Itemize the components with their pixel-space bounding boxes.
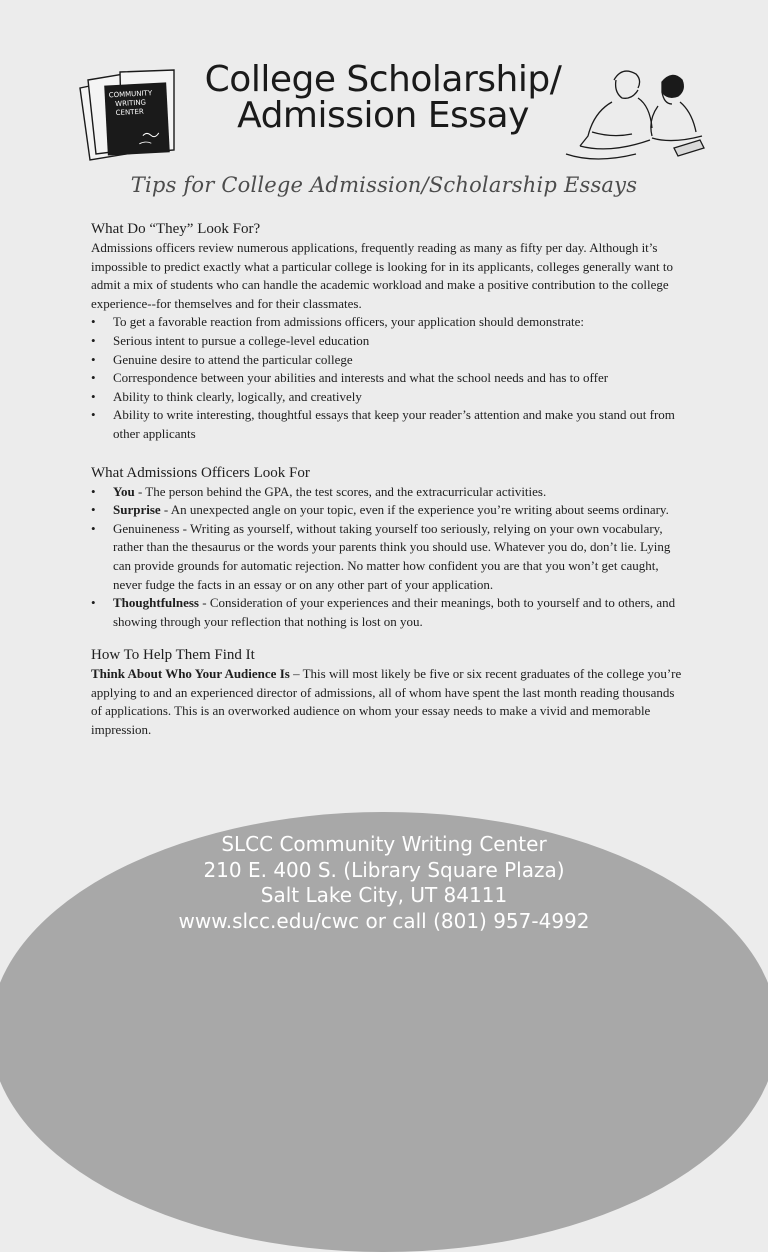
term-description: Genuineness - Writing as yourself, without taking yourself too seriously, relying on your own vocabulary, rather than the thesaurus or the words your parents think you should use. Whatever you do, don’t lie. Lying can provide grounds for automatic rejection. No matter how confident you are that you won’t get caught, never fudge the facts in an essay or on any other part of your application. (113, 520, 671, 592)
audience-text: – This will most likely be five or six recent graduates of the college you’re applying to and an experienced director of admissions, all of whom have spent the last month reading thousands of applications. This is an overworked audience on whom your essay needs to make a vivid and memorable impression. (91, 666, 682, 738)
logo-line-1: COMMUNITY (108, 89, 153, 100)
section-heading-help: How To Help Them Find It (91, 647, 255, 664)
page-subtitle: Tips for College Admission/Scholarship Essays (130, 173, 638, 197)
term-thoughtfulness: Thoughtfulness (113, 595, 199, 611)
footer-contact (0, 832, 768, 934)
list-item: • Serious intent to pursue a college-level education (91, 332, 683, 351)
intro-paragraph: Admissions officers review numerous applications, frequently reading as many as fifty per day. Although it’s impossible to predict exactly what a particular college is looking for in its applicants, colleges generally want to admit a mix of students who can handle the academic workload and make a positive contribution to the college experience--for themselves and for their classmates. (91, 240, 673, 311)
term-surprise: Surprise (113, 502, 161, 518)
term-you: You (113, 483, 135, 499)
logo-line-3: CENTER (115, 107, 144, 118)
footer-city: Salt Lake City, UT 84111 (260, 883, 508, 907)
list-item (91, 594, 683, 631)
list-item: • Ability to think clearly, logically, and creatively (91, 388, 683, 407)
list-item: • Genuine desire to attend the particular college (91, 351, 683, 370)
term-description: - The person behind the GPA, the test scores, and the extracurricular activities. (134, 483, 547, 499)
article-body (91, 219, 683, 740)
audience-lead: Think About Who Your Audience Is (91, 666, 290, 682)
students-writing-illustration (562, 62, 708, 166)
title-line-1: College Scholarship/ (204, 59, 562, 100)
officers-list (91, 483, 683, 632)
list-item: • To get a favorable reaction from admissions officers, your application should demonstrate: (91, 313, 683, 332)
section-heading-look-for: What Do “They” Look For? (91, 221, 261, 237)
term-description: - An unexpected angle on your topic, even if the experience you’re writing about seems ordinary. (160, 502, 669, 518)
footer-website-phone[interactable]: www.slcc.edu/cwc or call (801) 957-4992 (178, 908, 590, 933)
list-item (91, 483, 683, 502)
footer-org-name: SLCC Community Writing Center (221, 832, 547, 856)
term-description: - Consideration of your experiences and their meanings, both to yourself and to others, and showing through your reflection that nothing is lost on you. (113, 595, 676, 629)
title-line-2: Admission Essay (237, 95, 529, 136)
list-item: • Ability to write interesting, thoughtful essays that keep your reader’s attention and make you stand out from other applicants (91, 406, 683, 443)
page-title (168, 59, 598, 136)
footer-address: 210 E. 400 S. (Library Square Plaza) (203, 857, 565, 882)
demonstrate-list (91, 313, 683, 443)
list-item: • Correspondence between your abilities and interests and what the school needs and has to offer (91, 369, 683, 388)
list-item (91, 501, 683, 520)
audience-paragraph (91, 665, 683, 739)
section-heading-officers: What Admissions Officers Look For (91, 464, 310, 481)
list-item (91, 520, 683, 594)
logo-line-2: WRITING (114, 98, 147, 109)
community-writing-center-logo (76, 64, 176, 164)
